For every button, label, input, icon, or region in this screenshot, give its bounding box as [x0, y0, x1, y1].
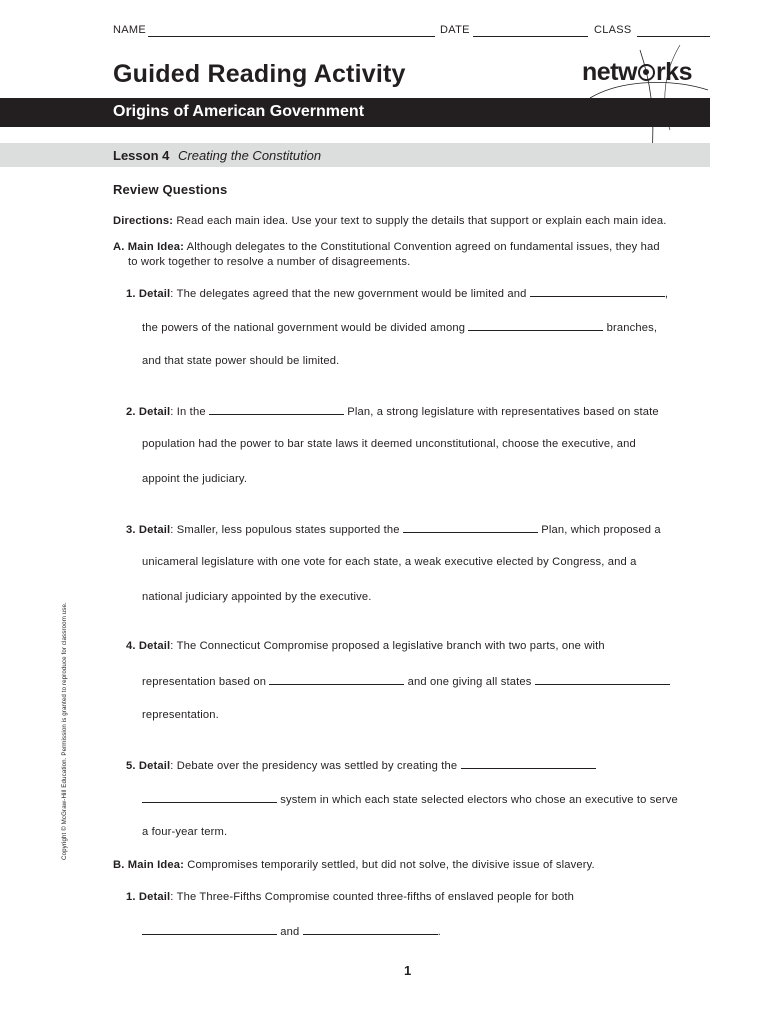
detail-a1-line3: and that state power should be limited. [142, 355, 340, 367]
directions-text: Read each main idea. Use your text to supply the details that support or explain each main idea. [176, 215, 667, 227]
detail-text: the powers of the national government would be divided among [142, 322, 466, 334]
detail-text: . [437, 926, 441, 938]
detail-text: and [280, 926, 300, 938]
subject-band [0, 98, 710, 127]
detail-b1-line2 [142, 924, 441, 938]
lesson-number: Lesson 4 [113, 148, 170, 163]
detail-a5-line3: a four-year term. [142, 826, 228, 838]
detail-a4-line3: representation. [142, 709, 219, 721]
logo-text-end: rks [655, 58, 692, 86]
detail-label: Detail [138, 640, 171, 652]
answer-blank[interactable] [209, 404, 344, 415]
detail-text: branches, [606, 322, 658, 334]
detail-a4-line1 [126, 640, 605, 652]
detail-number: 1. [126, 288, 136, 300]
detail-a2-line3: appoint the judiciary. [142, 473, 248, 485]
date-field[interactable] [473, 36, 588, 37]
detail-text: , [664, 288, 669, 300]
detail-text: and one giving all states [407, 676, 532, 688]
detail-text: : The delegates agreed that the new government would be limited and [170, 288, 527, 300]
answer-blank[interactable] [530, 286, 665, 297]
detail-number: 1. [126, 891, 136, 903]
class-label: CLASS [594, 24, 632, 36]
detail-label: Detail [138, 288, 171, 300]
detail-text: : Debate over the presidency was settled by creating the [170, 760, 458, 772]
main-idea-b-text: Compromises temporarily settled, but did not solve, the divisive issue of slavery. [187, 859, 595, 871]
detail-text: Plan, a strong legislature with representatives based on state [347, 406, 659, 418]
answer-blank[interactable] [142, 924, 277, 935]
detail-a1-line2 [142, 320, 657, 334]
main-idea-b-label: B. Main Idea: [113, 859, 184, 871]
copyright-notice: Copyright © McGraw-Hill Education. Permission is granted to reproduce for classroom use. [61, 602, 68, 860]
detail-text: : The Three-Fifths Compromise counted three-fifths of enslaved people for both [170, 891, 574, 903]
logo-circle-icon [638, 64, 655, 81]
detail-text: system in which each state selected electors who chose an executive to serve [280, 794, 678, 806]
detail-a3-line2: unicameral legislature with one vote for each state, a weak executive elected by Congress, and a [142, 556, 637, 568]
detail-text: : The Connecticut Compromise proposed a legislative branch with two parts, one with [170, 640, 605, 652]
detail-a2-line1 [126, 404, 659, 418]
detail-text: representation based on [142, 676, 267, 688]
networks-logo [582, 58, 692, 87]
detail-text: : In the [170, 406, 206, 418]
detail-b1-line1 [126, 891, 574, 903]
main-idea-a-line1: Although delegates to the Constitutional Convention agreed on fundamental issues, they had [186, 241, 660, 253]
detail-number: 2. [126, 406, 136, 418]
answer-blank[interactable] [303, 924, 438, 935]
detail-label: Detail [138, 524, 171, 536]
student-info-line [113, 24, 710, 40]
detail-a3-line1 [126, 522, 661, 536]
main-idea-a-label: A. Main Idea: [113, 241, 184, 253]
detail-a4-line2 [142, 674, 670, 688]
answer-blank[interactable] [269, 674, 404, 685]
subject-title: Origins of American Government [113, 103, 365, 120]
detail-label: Detail [138, 891, 171, 903]
answer-blank[interactable] [535, 674, 670, 685]
detail-number: 4. [126, 640, 136, 652]
detail-a3-line3: national judiciary appointed by the executive. [142, 591, 372, 603]
main-idea-a [113, 241, 660, 253]
detail-a5-line1 [126, 758, 596, 772]
answer-blank[interactable] [403, 522, 538, 533]
detail-a2-line2: population had the power to bar state laws it deemed unconstitutional, choose the executive, and [142, 438, 636, 450]
detail-label: Detail [138, 760, 171, 772]
directions-label: Directions: [113, 215, 174, 227]
detail-label: Detail [138, 406, 171, 418]
name-label: NAME [113, 24, 146, 36]
answer-blank[interactable] [468, 320, 603, 331]
name-field[interactable] [148, 36, 435, 37]
review-heading: Review Questions [113, 182, 228, 197]
directions [113, 215, 667, 227]
date-label: DATE [440, 24, 470, 36]
lesson-title: Creating the Constitution [178, 148, 322, 163]
class-field[interactable] [637, 36, 710, 37]
page-title: Guided Reading Activity [113, 60, 406, 88]
detail-number: 5. [126, 760, 136, 772]
detail-text: Plan, which proposed a [541, 524, 661, 536]
answer-blank[interactable] [461, 758, 596, 769]
detail-a5-line2 [142, 792, 678, 806]
detail-a1-line1 [126, 286, 668, 300]
lesson-band [0, 143, 710, 167]
page-number: 1 [404, 963, 412, 978]
main-idea-a-line2: to work together to resolve a number of disagreements. [128, 256, 411, 268]
logo-text-start: netw [582, 58, 637, 86]
main-idea-b [113, 859, 595, 871]
answer-blank[interactable] [142, 792, 277, 803]
detail-text: : Smaller, less populous states supported the [170, 524, 400, 536]
detail-number: 3. [126, 524, 136, 536]
